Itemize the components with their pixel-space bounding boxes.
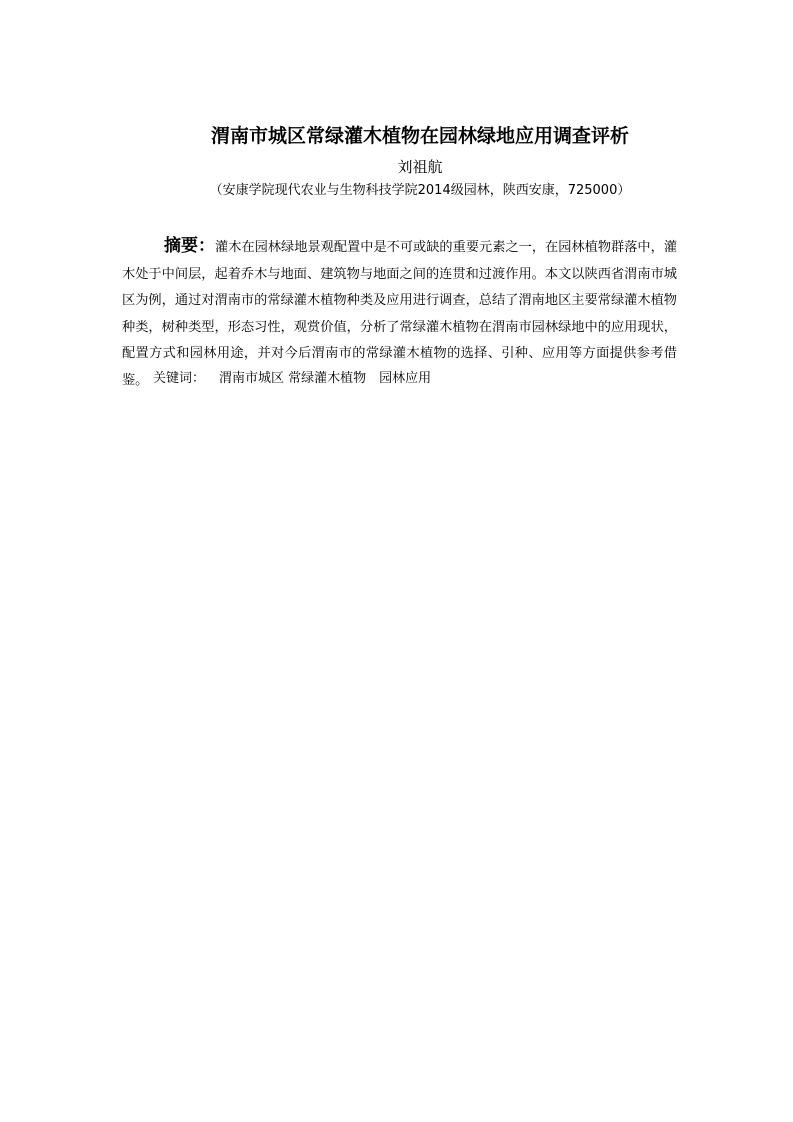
abstract-label: 摘要： — [164, 236, 216, 256]
keywords-line — [153, 368, 431, 390]
paper-title: 渭南市城区常绿灌木植物在园林绿地应用调查评析 — [210, 125, 629, 147]
author-affiliation: （安康学院现代农业与生物科技学院2014级园林，陕西安康，725000） — [209, 183, 631, 198]
abstract-text: 灌木在园林绿地景观配置中是不可或缺的重要元素之一，在园林植物群落中，灌木处于中间层，起着乔木与地面、建筑物与地面之间的连贯和过渡作用。本文以陕西省渭南市城区为例，通过对渭南市的常绿灌木植物种类及应用进行调查，总结了渭南地区主要常绿灌木植物种类，树种类型，形态习性，观赏价值，分析了常绿灌木植物在渭南市园林绿地中的应用现状，配置方式和园林用途，并对今后渭南市的常绿灌木植物的选择、引种、应用等方面提供参考借鉴。 — [122, 240, 678, 388]
keywords-values: 渭南市城区 常绿灌木植物 园林应用 — [219, 371, 432, 386]
author-name: 刘祖航 — [397, 158, 443, 176]
keywords-label: 关键词： — [153, 371, 206, 386]
